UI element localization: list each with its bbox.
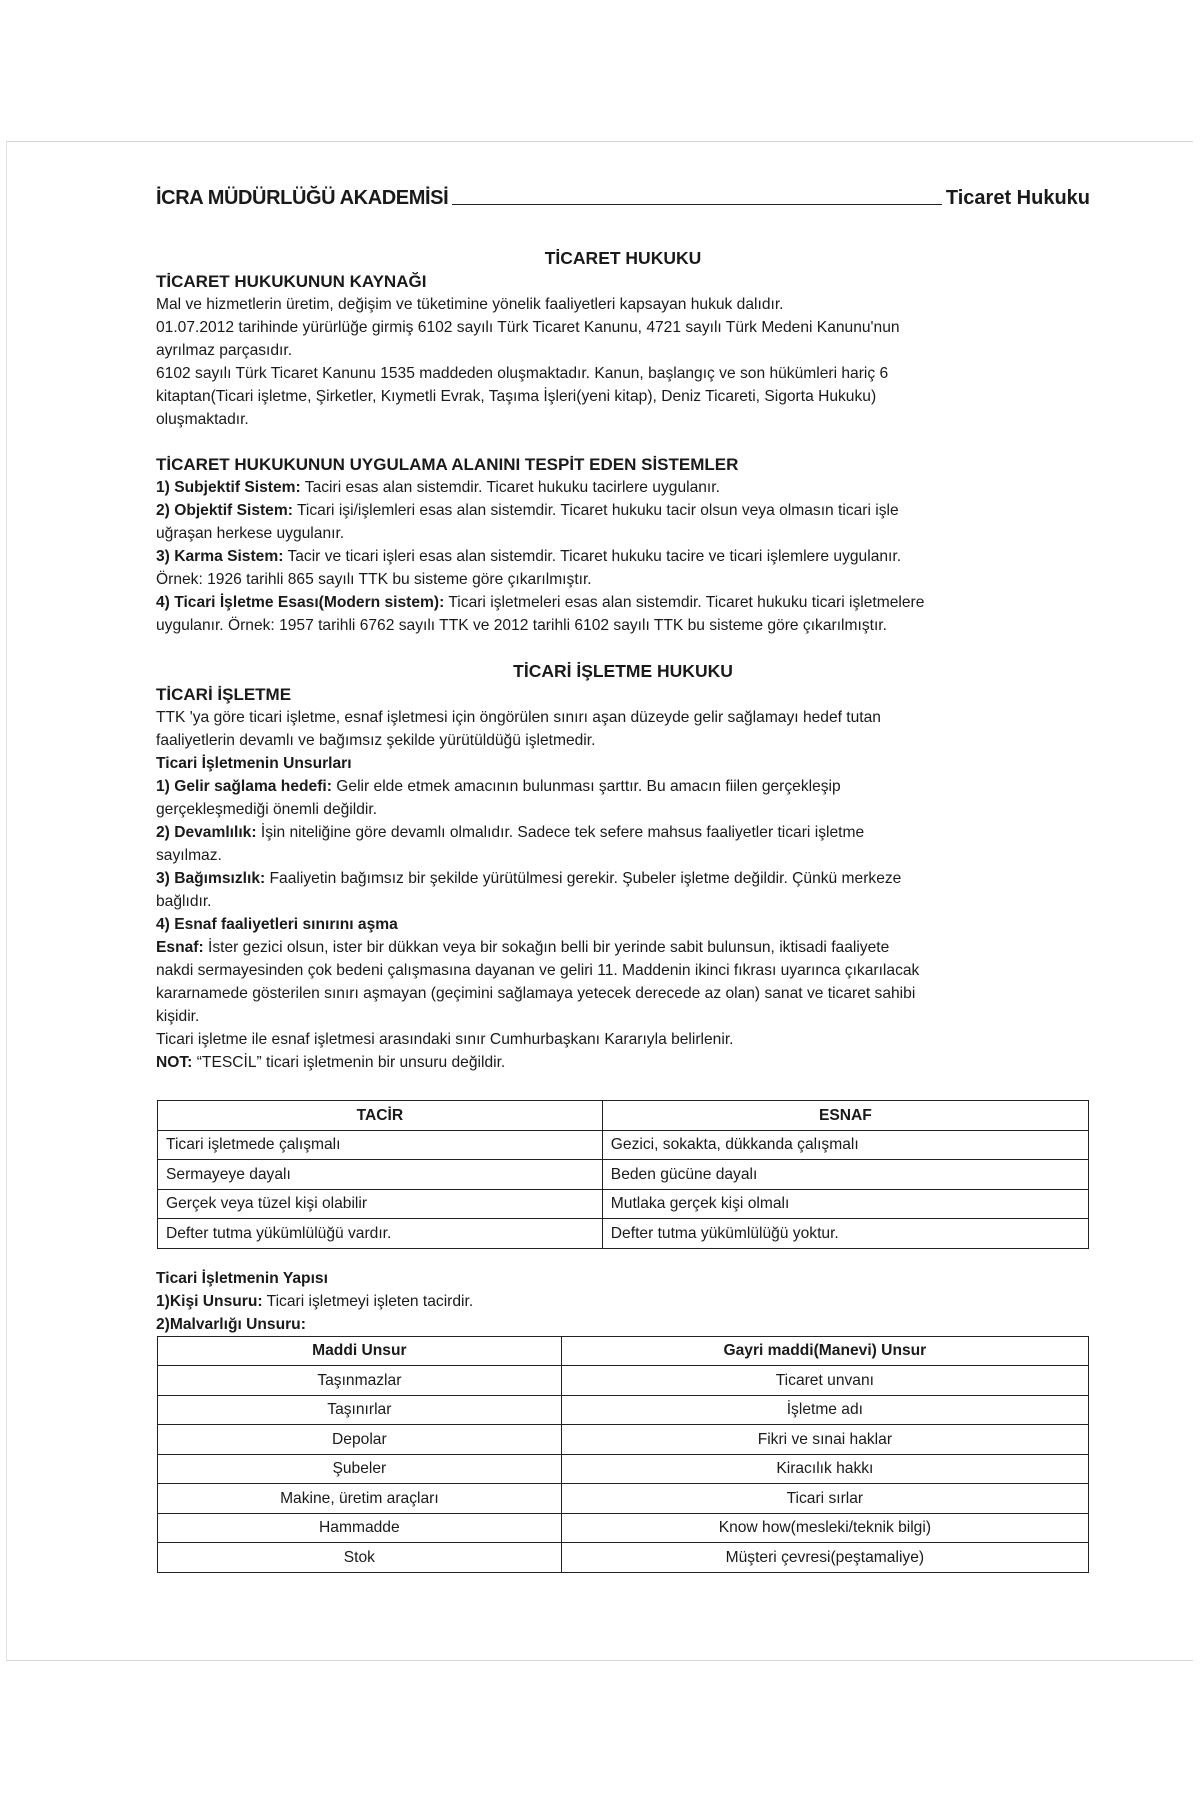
table-cell: Şubeler: [158, 1454, 562, 1484]
note-label: NOT:: [156, 1054, 193, 1071]
list-item: [156, 591, 1090, 614]
table-row: [158, 1484, 1089, 1514]
paragraph-line: faaliyetlerin devamlı ve bağımsız şekilde yürütüldüğü işletmedir.: [156, 732, 596, 749]
table-row: [158, 1219, 1089, 1249]
center-title-business-law: TİCARİ İŞLETME HUKUKU: [513, 661, 733, 681]
list-item: [156, 867, 1090, 890]
list-item: [156, 545, 1090, 568]
item-text: Ticari işi/işlemleri esas alan sistemdir. Ticaret hukuku tacir olsun veya olmasın ticari işle: [292, 502, 899, 519]
table-cell: İşletme adı: [561, 1395, 1088, 1425]
table-cell: Gezici, sokakta, dükkanda çalışmalı: [602, 1130, 1088, 1160]
table-cell: Know how(mesleki/teknik bilgi): [561, 1513, 1088, 1543]
header-academy: İCRA MÜDÜRLÜĞÜ AKADEMİSİ: [156, 187, 449, 209]
paragraph-line: kişidir.: [156, 1008, 200, 1025]
item-label: 1)Kişi Unsuru:: [156, 1292, 263, 1310]
table-row: [158, 1454, 1089, 1484]
table-cell: Gerçek veya tüzel kişi olabilir: [158, 1189, 603, 1219]
page-header: [156, 184, 1090, 210]
header-rule: [452, 204, 942, 205]
main-title: TİCARET HUKUKU: [544, 248, 702, 268]
table-cell: Müşteri çevresi(peştamaliye): [561, 1543, 1088, 1573]
list-item: [156, 1313, 1090, 1336]
item-label: 2) Objektif Sistem:: [156, 502, 293, 519]
item-text: Gelir elde etmek amacının bulunması şarttır. Bu amacın fiilen gerçekleşip: [331, 778, 841, 795]
table-header-row: [158, 1336, 1089, 1366]
item-text: Ticari işletmeyi işleten tacirdir.: [262, 1292, 474, 1310]
paragraph-line: uygulanır. Örnek: 1957 tarihli 6762 sayılı TTK ve 2012 tarihli 6102 sayılı TTK bu sisteme göre çıkarılmıştır.: [156, 617, 887, 634]
item-label: 1) Subjektif Sistem:: [156, 479, 301, 496]
section-title-business: TİCARİ İŞLETME: [156, 685, 292, 704]
table-row: [158, 1543, 1089, 1573]
note: [156, 1051, 1090, 1074]
subsection-label: Ticari İşletmenin Yapısı: [156, 1269, 328, 1287]
paragraph-line: TTK 'ya göre ticari işletme, esnaf işletmesi için öngörülen sınırı aşan düzeyde gelir sağlamayı hedef tutan: [156, 709, 881, 726]
assets-table: [157, 1336, 1089, 1573]
paragraph-line: uğraşan herkese uygulanır.: [156, 525, 345, 542]
item-text: İster gezici olsun, ister bir dükkan veya bir sokağın belli bir yerinde sabit bulunsun, iktisadi faaliyete: [203, 939, 890, 956]
item-label: 4) Ticari İşletme Esası(Modern sistem):: [156, 594, 445, 611]
paragraph-line: kararnamede gösterilen sınırı aşmayan (geçimini sağlamaya yetecek derecede az olan) sanat ve ticaret sahibi: [156, 985, 916, 1002]
table-cell: Defter tutma yükümlülüğü yoktur.: [602, 1219, 1088, 1249]
item-text: Faaliyetin bağımsız bir şekilde yürütülmesi gerekir. Şubeler işletme değildir. Çünkü merkeze: [265, 870, 902, 887]
note-text: “TESCİL” ticari işletmenin bir unsuru değildir.: [192, 1054, 506, 1071]
item-text: Taciri esas alan sistemdir. Ticaret hukuku tacirlere uygulanır.: [300, 479, 720, 496]
table-cell: Mutlaka gerçek kişi olmalı: [602, 1189, 1088, 1219]
table-cell: Makine, üretim araçları: [158, 1484, 562, 1514]
table-cell: Kiracılık hakkı: [561, 1454, 1088, 1484]
section-title-source: TİCARET HUKUKUNUN KAYNAĞI: [156, 272, 427, 291]
section-title-systems: TİCARET HUKUKUNUN UYGULAMA ALANINI TESPİT EDEN SİSTEMLER: [156, 455, 739, 474]
list-item: [156, 1290, 1090, 1313]
paragraph-line: 01.07.2012 tarihinde yürürlüğe girmiş 6102 sayılı Türk Ticaret Kanunu, 4721 sayılı Türk Medeni Kanunu'nun: [156, 319, 900, 336]
list-item: [156, 775, 1090, 798]
table-row: [158, 1366, 1089, 1396]
table-cell: Depolar: [158, 1425, 562, 1455]
item-text: Tacir ve ticari işleri esas alan sistemdir. Ticaret hukuku tacire ve ticari işlemlere uygulanır.: [283, 548, 902, 565]
item-text: Ticari işletmeleri esas alan sistemdir. Ticaret hukuku ticari işletmelere: [444, 594, 925, 611]
item-label: 4) Esnaf faaliyetleri sınırını aşma: [156, 916, 398, 933]
subsection-title: [156, 1267, 1090, 1290]
table-cell: Beden gücüne dayalı: [602, 1160, 1088, 1190]
table-row: [158, 1189, 1089, 1219]
paragraph-line: sayılmaz.: [156, 847, 222, 864]
table-cell: Fikri ve sınai haklar: [561, 1425, 1088, 1455]
document-content: [156, 184, 1090, 1573]
table-header-cell: Gayri maddi(Manevi) Unsur: [561, 1336, 1088, 1366]
paragraph-line: oluşmaktadır.: [156, 411, 249, 428]
paragraph-line: ayrılmaz parçasıdır.: [156, 342, 293, 359]
paragraph-line: nakdi sermayesinden çok bedeni çalışmasına dayanan ve geliri 11. Maddenin ikinci fıkrası uyarınca çıkarılacak: [156, 962, 920, 979]
item-label: 3) Bağımsızlık:: [156, 870, 266, 887]
item-label: 2) Devamlılık:: [156, 824, 257, 841]
table-cell: Ticaret unvanı: [561, 1366, 1088, 1396]
paragraph-line: kitaptan(Ticari işletme, Şirketler, Kıymetli Evrak, Taşıma İşleri(yeni kitap), Deniz Ticareti, Sigorta Hukuku): [156, 388, 877, 405]
subsection-label: Ticari İşletmenin Unsurları: [156, 755, 352, 772]
table-row: [158, 1425, 1089, 1455]
table-header-cell: ESNAF: [602, 1101, 1088, 1131]
item-label: Esnaf:: [156, 939, 204, 956]
comparison-table: [157, 1100, 1089, 1249]
list-item: [156, 936, 1090, 959]
paragraph-line: Örnek: 1926 tarihli 865 sayılı TTK bu sisteme göre çıkarılmıştır.: [156, 571, 592, 588]
header-subject: Ticaret Hukuku: [945, 187, 1090, 209]
table-header-cell: TACİR: [158, 1101, 603, 1131]
table-header-cell: Maddi Unsur: [158, 1336, 562, 1366]
table-cell: Stok: [158, 1543, 562, 1573]
table-row: [158, 1513, 1089, 1543]
table-cell: Ticari işletmede çalışmalı: [158, 1130, 603, 1160]
item-label: 3) Karma Sistem:: [156, 548, 284, 565]
table-row: [158, 1130, 1089, 1160]
table-cell: Defter tutma yükümlülüğü vardır.: [158, 1219, 603, 1249]
table-cell: Ticari sırlar: [561, 1484, 1088, 1514]
list-item: [156, 821, 1090, 844]
table-row: [158, 1395, 1089, 1425]
list-item: [156, 476, 1090, 499]
table-header-row: [158, 1101, 1089, 1131]
table-cell: Hammadde: [158, 1513, 562, 1543]
paragraph-line: bağlıdır.: [156, 893, 212, 910]
subsection-title: [156, 752, 1090, 775]
table-row: [158, 1160, 1089, 1190]
paragraph-line: 6102 sayılı Türk Ticaret Kanunu 1535 maddeden oluşmaktadır. Kanun, başlangıç ve son hükümleri hariç 6: [156, 365, 889, 382]
list-item: [156, 499, 1090, 522]
paragraph-line: Ticari işletme ile esnaf işletmesi arasındaki sınır Cumhurbaşkanı Kararıyla belirlenir.: [156, 1031, 734, 1048]
item-label: 2)Malvarlığı Unsuru:: [156, 1315, 306, 1333]
table-cell: Taşınmazlar: [158, 1366, 562, 1396]
table-cell: Taşınırlar: [158, 1395, 562, 1425]
table-cell: Sermayeye dayalı: [158, 1160, 603, 1190]
item-text: İşin niteliğine göre devamlı olmalıdır. Sadece tek sefere mahsus faaliyetler ticari işletme: [256, 824, 865, 841]
paragraph-line: gerçekleşmediği önemli değildir.: [156, 801, 378, 818]
paragraph: Mal ve hizmetlerin üretim, değişim ve tüketimine yönelik faaliyetleri kapsayan hukuk dalıdır.: [156, 296, 784, 313]
list-item: [156, 913, 1090, 936]
item-label: 1) Gelir sağlama hedefi:: [156, 778, 332, 795]
